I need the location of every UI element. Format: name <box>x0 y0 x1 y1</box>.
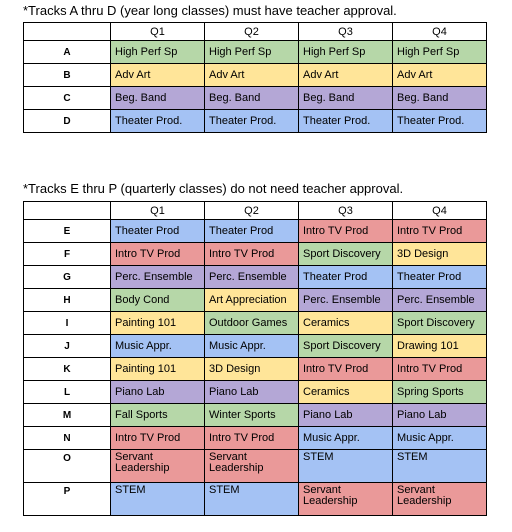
class-cell: Beg. Band <box>393 87 487 110</box>
class-cell: Intro TV Prod <box>111 243 205 266</box>
class-cell: Ceramics <box>299 312 393 335</box>
track-label: I <box>24 312 111 335</box>
class-cell: Theater Prod <box>393 266 487 289</box>
class-cell: Theater Prod. <box>299 110 393 133</box>
class-cell: Sport Discovery <box>299 335 393 358</box>
table-row <box>24 483 487 516</box>
table-row <box>24 110 487 133</box>
class-cell: High Perf Sp <box>111 41 205 64</box>
class-cell: STEM <box>299 450 393 483</box>
track-label: O <box>24 450 111 483</box>
class-cell: Sport Discovery <box>299 243 393 266</box>
class-cell: Servant Leadership <box>111 450 205 483</box>
class-cell: Theater Prod. <box>111 110 205 133</box>
class-cell: Intro TV Prod <box>205 427 299 450</box>
class-cell: Theater Prod <box>299 266 393 289</box>
header-cell-q4: Q4 <box>393 202 487 220</box>
track-label: N <box>24 427 111 450</box>
table-row <box>24 220 487 243</box>
class-cell: Perc. Ensemble <box>205 266 299 289</box>
class-cell: Piano Lab <box>205 381 299 404</box>
track-label: L <box>24 381 111 404</box>
class-cell: Intro TV Prod <box>393 358 487 381</box>
class-cell: Art Appreciation <box>205 289 299 312</box>
class-cell: Adv Art <box>393 64 487 87</box>
class-cell: Beg. Band <box>299 87 393 110</box>
class-cell: Painting 101 <box>111 312 205 335</box>
class-cell: Perc. Ensemble <box>111 266 205 289</box>
track-label: E <box>24 220 111 243</box>
table2-title: *Tracks E thru P (quarterly classes) do not need teacher approval. <box>23 181 404 196</box>
table-row <box>24 427 487 450</box>
table-row <box>24 312 487 335</box>
class-cell: High Perf Sp <box>393 41 487 64</box>
class-cell: Spring Sports <box>393 381 487 404</box>
class-cell: Theater Prod <box>111 220 205 243</box>
class-cell: High Perf Sp <box>299 41 393 64</box>
class-cell: Ceramics <box>299 381 393 404</box>
table-row <box>24 289 487 312</box>
table2-body <box>24 220 487 516</box>
class-cell: 3D Design <box>393 243 487 266</box>
class-cell: Piano Lab <box>393 404 487 427</box>
class-cell: Beg. Band <box>205 87 299 110</box>
header-cell-q2: Q2 <box>205 202 299 220</box>
class-cell: Piano Lab <box>111 381 205 404</box>
class-cell: High Perf Sp <box>205 41 299 64</box>
header-cell-q3: Q3 <box>299 23 393 41</box>
class-cell: Servant Leadership <box>299 483 393 516</box>
class-cell: Theater Prod. <box>205 110 299 133</box>
class-cell: Music Appr. <box>299 427 393 450</box>
class-cell: Adv Art <box>111 64 205 87</box>
table-row <box>24 87 487 110</box>
class-cell: Intro TV Prod <box>299 358 393 381</box>
header-row <box>24 202 487 220</box>
table-row <box>24 358 487 381</box>
class-cell: Body Cond <box>111 289 205 312</box>
table-row <box>24 41 487 64</box>
class-cell: Perc. Ensemble <box>393 289 487 312</box>
table-row <box>24 243 487 266</box>
class-cell: Painting 101 <box>111 358 205 381</box>
class-cell: Beg. Band <box>111 87 205 110</box>
track-label: G <box>24 266 111 289</box>
table-row <box>24 266 487 289</box>
table1-title: *Tracks A thru D (year long classes) must have teacher approval. <box>23 3 397 18</box>
class-cell: Servant Leadership <box>393 483 487 516</box>
class-cell: Sport Discovery <box>393 312 487 335</box>
class-cell: STEM <box>111 483 205 516</box>
table1-body <box>24 41 487 133</box>
year-long-tracks-table <box>23 22 487 133</box>
class-cell: Intro TV Prod <box>299 220 393 243</box>
class-cell: STEM <box>393 450 487 483</box>
class-cell: Piano Lab <box>299 404 393 427</box>
header-cell-q1: Q1 <box>111 202 205 220</box>
track-label: A <box>24 41 111 64</box>
class-cell: Adv Art <box>299 64 393 87</box>
class-cell: Intro TV Prod <box>111 427 205 450</box>
header-cell-q1: Q1 <box>111 23 205 41</box>
class-cell: Servant Leadership <box>205 450 299 483</box>
header-corner-cell <box>24 202 111 220</box>
class-cell: Drawing 101 <box>393 335 487 358</box>
header-corner-cell <box>24 23 111 41</box>
track-label: C <box>24 87 111 110</box>
track-label: F <box>24 243 111 266</box>
class-cell: 3D Design <box>205 358 299 381</box>
header-cell-q3: Q3 <box>299 202 393 220</box>
class-cell: Theater Prod. <box>393 110 487 133</box>
header-cell-q4: Q4 <box>393 23 487 41</box>
class-cell: Perc. Ensemble <box>299 289 393 312</box>
table-row <box>24 64 487 87</box>
class-cell: Fall Sports <box>111 404 205 427</box>
class-cell: Intro TV Prod <box>205 243 299 266</box>
class-cell: Outdoor Games <box>205 312 299 335</box>
table-row <box>24 404 487 427</box>
track-label: P <box>24 483 111 516</box>
class-cell: Music Appr. <box>205 335 299 358</box>
track-label: K <box>24 358 111 381</box>
class-cell: Adv Art <box>205 64 299 87</box>
class-cell: Theater Prod <box>205 220 299 243</box>
track-label: J <box>24 335 111 358</box>
class-cell: STEM <box>205 483 299 516</box>
class-cell: Winter Sports <box>205 404 299 427</box>
track-label: D <box>24 110 111 133</box>
track-label: H <box>24 289 111 312</box>
track-label: B <box>24 64 111 87</box>
table-row <box>24 450 487 483</box>
table-row <box>24 381 487 404</box>
class-cell: Music Appr. <box>393 427 487 450</box>
header-row <box>24 23 487 41</box>
quarterly-tracks-table <box>23 201 487 516</box>
class-cell: Music Appr. <box>111 335 205 358</box>
track-label: M <box>24 404 111 427</box>
header-cell-q2: Q2 <box>205 23 299 41</box>
table-row <box>24 335 487 358</box>
class-cell: Intro TV Prod <box>393 220 487 243</box>
